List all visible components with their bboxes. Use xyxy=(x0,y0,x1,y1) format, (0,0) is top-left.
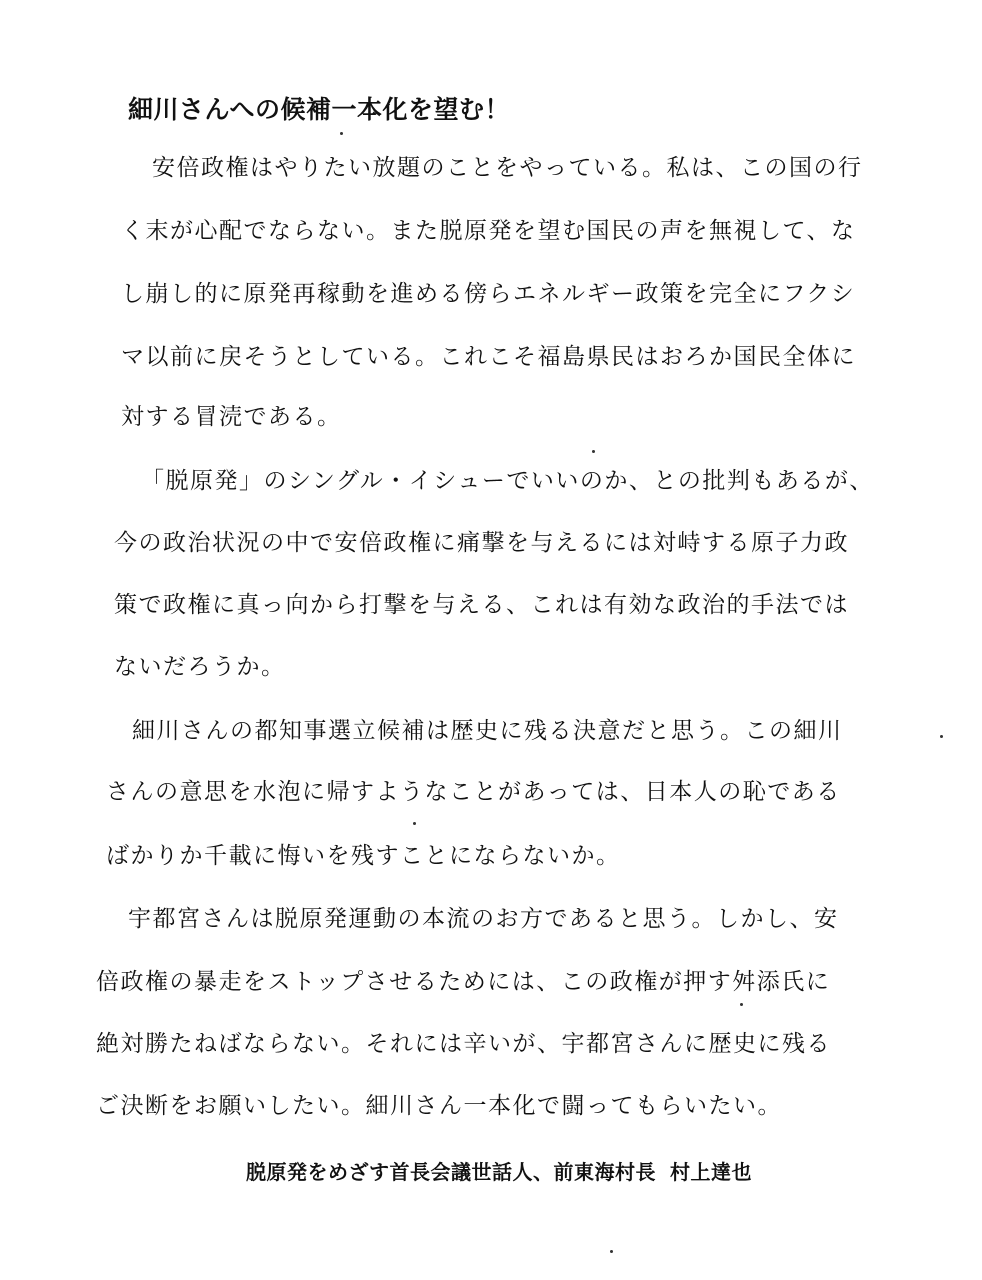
body-line-13: 宇都宮さんは脱原発運動の本流のお方であると思う。しかし、安 xyxy=(128,906,839,932)
scan-speck xyxy=(413,822,416,825)
scan-speck xyxy=(610,1250,613,1253)
body-line-16: ご決断をお願いしたい。細川さん一本化で闘ってもらいたい。 xyxy=(96,1093,782,1119)
body-line-12: ばかりか千載に悔いを残すことにならないか。 xyxy=(106,843,621,869)
body-line-4: マ以前に戻そうとしている。これこそ福島県民はおろか国民全体に xyxy=(121,344,856,370)
body-line-6: 「脱原発」のシングル・イシューでいいのか、との批判もあるが、 xyxy=(141,468,874,494)
body-line-3: し崩し的に原発再稼動を進める傍らエネルギー政策を完全にフクシ xyxy=(121,281,856,307)
scan-speck xyxy=(340,132,343,135)
signature-name: 村上達也 xyxy=(670,1160,752,1184)
body-line-9: ないだろうか。 xyxy=(114,654,286,680)
signature xyxy=(246,1156,752,1185)
body-line-5: 対する冒涜である。 xyxy=(121,404,342,430)
body-line-1: 安倍政権はやりたい放題のことをやっている。私は、この国の行 xyxy=(152,155,863,181)
scan-speck xyxy=(592,450,595,453)
signature-role: 脱原発をめざす首長会議世話人、前東海村長 xyxy=(246,1160,656,1184)
body-line-2: く末が心配でならない。また脱原発を望む国民の声を無視して、な xyxy=(121,218,856,244)
scan-speck xyxy=(940,735,943,738)
body-line-7: 今の政治状況の中で安倍政権に痛撃を与えるには対峙する原子力政 xyxy=(114,530,849,556)
body-line-8: 策で政権に真っ向から打撃を与える、これは有効な政治的手法では xyxy=(114,592,849,618)
body-line-10: 細川さんの都知事選立候補は歴史に残る決意だと思う。この細川 xyxy=(132,718,843,744)
scan-speck xyxy=(740,1003,743,1006)
body-line-11: さんの意思を水泡に帰すようなことがあっては、日本人の恥である xyxy=(106,779,841,805)
page-title: 細川さんへの候補一本化を望む！ xyxy=(128,95,511,124)
body-line-15: 絶対勝たねばならない。それには辛いが、宇都宮さんに歴史に残る xyxy=(96,1031,831,1057)
body-line-14: 倍政権の暴走をストップさせるためには、この政権が押す舛添氏に xyxy=(96,969,831,995)
